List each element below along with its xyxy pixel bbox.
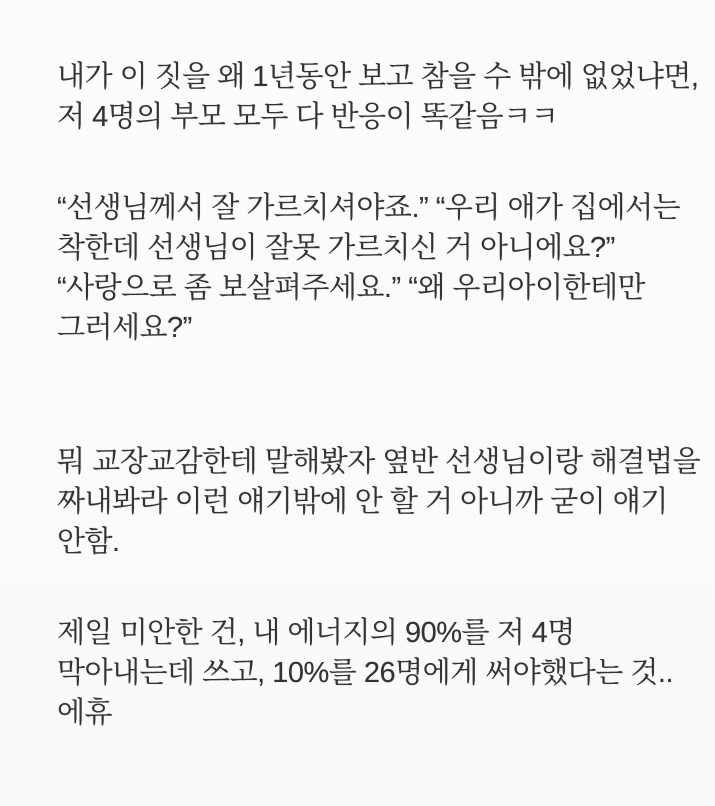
text-line: 착한데 선생님이 잘못 가르치신 거 아니에요?”: [57, 232, 615, 264]
paragraph-parent-quotes: [57, 188, 681, 348]
paragraph-energy: [57, 613, 675, 733]
paragraph-principal: [57, 442, 701, 562]
text-line: “사랑으로 좀 보살펴주세요.” “왜 우리아이한테만: [57, 272, 646, 304]
text-line: 제일 미안한 건, 내 에너지의 90%를 저 4명: [57, 617, 575, 649]
text-line: 막아내는데 쓰고, 10%를 26명에게 써야했다는 것..: [57, 657, 673, 689]
text-line: 안함.: [57, 526, 120, 558]
paragraph-intro: [57, 57, 699, 137]
text-line: 저 4명의 부모 모두 다 반응이 똑같음ㅋㅋ: [57, 101, 559, 133]
text-line: 뭐 교장교감한테 말해봤자 옆반 선생님이랑 해결법을: [57, 446, 701, 478]
text-line: 내가 이 짓을 왜 1년동안 보고 참을 수 밖에 없었냐면,: [57, 61, 699, 93]
text-line: 에휴: [57, 697, 113, 729]
text-line: “선생님께서 잘 가르치셔야죠.” “우리 애가 집에서는: [57, 192, 681, 224]
text-line: 그러세요?”: [57, 312, 192, 344]
text-line: 짜내봐라 이런 얘기밖에 안 할 거 아니까 굳이 얘기: [57, 486, 668, 518]
